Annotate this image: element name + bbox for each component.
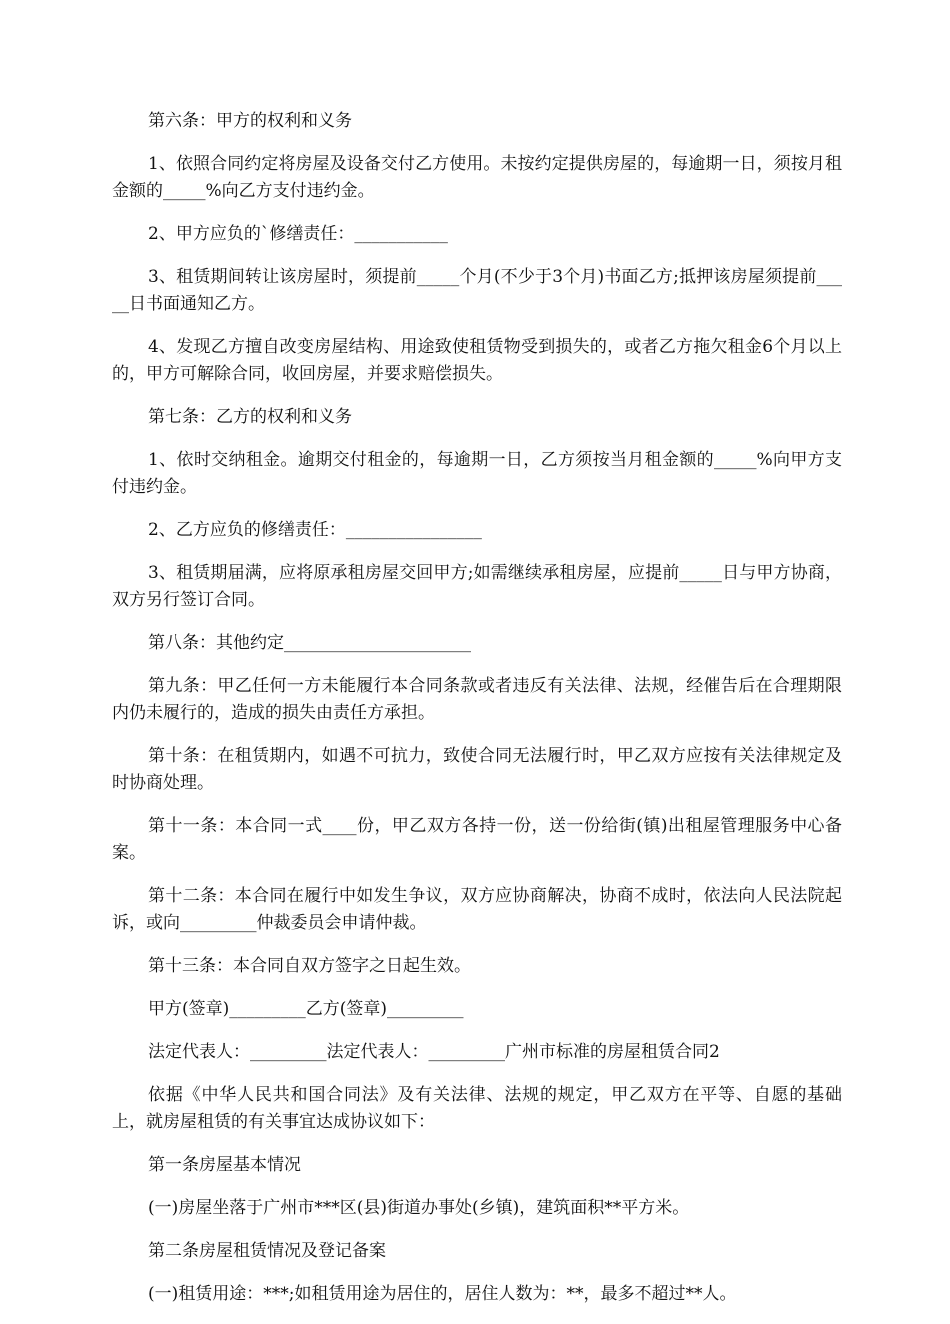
article-2-item-1: (一)租赁用途：***;如租赁用途为居住的，居住人数为：**，最多不超过**人。 bbox=[148, 1284, 737, 1304]
clause-6-heading: 第六条：甲方的权利和义务 bbox=[148, 111, 352, 131]
clause-6-item-2: 2、甲方应负的`修缮责任：___________ bbox=[148, 224, 448, 244]
document-body bbox=[112, 108, 842, 1324]
signature-line: 甲方(签章)_________乙方(签章)_________ bbox=[148, 999, 464, 1019]
clause-6-item-4: 4、发现乙方擅自改变房屋结构、用途致使租赁物受到损失的，或者乙方拖欠租金6个月以上的，甲方可解除合同，收回房屋，并要求赔偿损失。 bbox=[112, 337, 842, 384]
legal-representative-line: 法定代表人：_________法定代表人：_________广州市标准的房屋租赁合同2 bbox=[148, 1042, 720, 1062]
clause-10: 第十条：在租赁期内，如遇不可抗力，致使合同无法履行时，甲乙双方应按有关法律规定及时协商处理。 bbox=[112, 746, 842, 793]
clause-7-item-2: 2、乙方应负的修缮责任：________________ bbox=[148, 520, 482, 540]
contract-preamble: 依据《中华人民共和国合同法》及有关法律、法规的规定，甲乙双方在平等、自愿的基础上，就房屋租赁的有关事宜达成协议如下： bbox=[112, 1085, 842, 1132]
clause-6-item-1: 1、依照合同约定将房屋及设备交付乙方使用。未按约定提供房屋的，每逾期一日，须按月租金额的_____%向乙方支付违约金。 bbox=[112, 154, 842, 201]
article-1-heading: 第一条房屋基本情况 bbox=[148, 1155, 301, 1175]
article-2-heading: 第二条房屋租赁情况及登记备案 bbox=[148, 1241, 386, 1261]
clause-8: 第八条：其他约定______________________ bbox=[148, 633, 471, 653]
clause-7-heading: 第七条：乙方的权利和义务 bbox=[148, 407, 352, 427]
clause-11: 第十一条：本合同一式____份，甲乙双方各持一份，送一份给街(镇)出租屋管理服务中心备案。 bbox=[112, 816, 842, 863]
clause-7-item-1: 1、依时交纳租金。逾期交付租金的，每逾期一日，乙方须按当月租金额的_____%向甲方支付违约金。 bbox=[112, 450, 842, 497]
article-1-item-1: (一)房屋坐落于广州市***区(县)街道办事处(乡镇)，建筑面积**平方米。 bbox=[148, 1198, 690, 1218]
clause-9: 第九条：甲乙任何一方未能履行本合同条款或者违反有关法律、法规，经催告后在合理期限内仍未履行的，造成的损失由责任方承担。 bbox=[112, 676, 842, 723]
clause-6-item-3: 3、租赁期间转让该房屋时，须提前_____个月(不少于3个月)书面乙方;抵押该房屋须提前_____日书面通知乙方。 bbox=[112, 267, 842, 314]
clause-7-item-3: 3、租赁期届满，应将原承租房屋交回甲方;如需继续承租房屋，应提前_____日与甲方协商，双方另行签订合同。 bbox=[112, 563, 842, 610]
clause-12: 第十二条：本合同在履行中如发生争议，双方应协商解决，协商不成时，依法向人民法院起诉，或向_________仲裁委员会申请仲裁。 bbox=[112, 886, 842, 933]
clause-13: 第十三条：本合同自双方签字之日起生效。 bbox=[148, 956, 471, 976]
